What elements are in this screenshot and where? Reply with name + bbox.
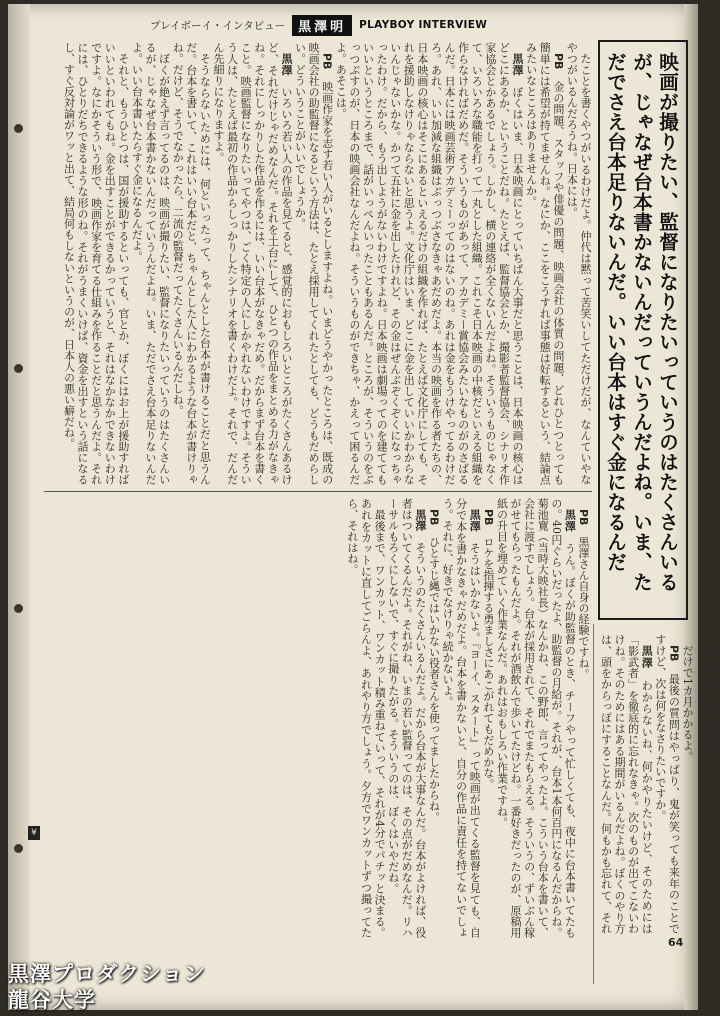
speaker-label: PB (577, 509, 590, 526)
upper-text-block (44, 42, 592, 485)
paragraph-text: それと、もうひとつは、国が援助するといっても、官とか、ぼくにはお上が援助すればいいといわれてもね。金を出すことができるかっていうと、それはなかなかできないわけですよ。なにかそういう形で、映画作家を育てる仕組みを作ることだと思うんだよ。それには、ひとりだちできるような形のね。それがうまくいけば、資金を出すという話になるし、すぐ反対論がワッと出て、結局何もしないというのが、日本人の悪い癖だね。 (62, 42, 130, 485)
header-series-en: PLAYBOY INTERVIEW (359, 19, 488, 31)
vertical-divider (593, 624, 594, 984)
paragraph (440, 498, 481, 938)
speaker-label: 黒澤 (413, 509, 427, 531)
paragraph (334, 42, 524, 485)
paragraph-text: ロケを指揮する勇ましさにあこがれてもだめかな。 (481, 536, 495, 790)
binder-hole (14, 604, 23, 613)
paragraph (171, 42, 212, 485)
paragraph (427, 498, 441, 938)
speaker-label: 黒澤 (468, 509, 482, 532)
speaker-label: PB (320, 53, 334, 70)
paragraph-text: 黒澤さん自身の経験ですね。 (577, 536, 590, 680)
paragraph (653, 634, 680, 934)
paragraph (345, 498, 386, 938)
lower-text-block (44, 498, 590, 938)
binder-hole (14, 844, 23, 853)
paragraph (680, 634, 694, 934)
binder-hole (14, 364, 23, 373)
paragraph (130, 42, 171, 485)
paragraph-text: そうはいかないよ。『ヨーイ、スタート』って映画が出てくる監督を見ても、自分で本を書かなきゃだめだよ。台本を書かないと、自分の作品に責任を持てないでしょう。それに、好きでなけりゃ続かないよ。 (441, 498, 482, 938)
paragraph (565, 42, 592, 485)
paragraph-text: 金の問題、スタッフや俳優の問題、映画会社の体質の問題、どれひとつとっても簡単には希望が持てませんね。なにか、ここをこうすれば事態は好転するという、結論点みたいなところはありませんか。 (524, 42, 565, 485)
speaker-label: PB (427, 509, 441, 526)
paragraph-text: そういうのたくさんいるんだよ。だから台本が大事なんだ。台本がよければ、役者はついてくるんだよ。それがね、いまの若い監督ってのは、その点がだめなんだ。リハーサルもろくにしないで、すぐに撮りたがる。そういうのは、ぼくはいやだね。 (386, 498, 427, 938)
paragraph (386, 498, 427, 938)
paragraph (576, 498, 590, 938)
paragraph-text: だけで1カ月かかるよ。 (681, 645, 694, 762)
paragraph-text: 映画作家を志す若い人がいるとしますよね。いまどうやかったところは、既成の映画会社の助監督になるという方法は、たとえ採用してくれたとしても、どうもだめらしい。どういうことがいいでしょうか。 (293, 42, 334, 485)
pull-quote: 映画が撮りたい、監督になりたいっていうのはたくさんいるが、じゃなぜ台本書かないんだっていうんだよね。いま、ただでさえ台本足りないんだ。いい台本はすぐ金になるんだ (598, 40, 688, 620)
watermark-line-2: 龍谷大学 (8, 988, 96, 1012)
paragraph-text: 最後の質問はやっぱり、鬼が笑っても来年のことですけど、次は何をなさりたいですか。 (653, 634, 681, 934)
lower-right-text-block (598, 634, 694, 934)
paragraph-text: そうならないためには、何といったって、ちゃんとした台本が書けることだと思うんだ。台本を書いて、これはいい台本だと、ちゃんとした人にわかるような台本が書けりゃね。だけど、そうでなかったら、二流の監督だってたくさんいるんだしね。 (171, 42, 212, 485)
speaker-label: 黒澤 (563, 509, 577, 532)
horizontal-divider (44, 491, 592, 492)
paragraph (211, 42, 293, 485)
speaker-label: PB (667, 645, 681, 662)
paragraph (293, 42, 334, 485)
paragraph-text: ぼくが絶えず言ってるのは、映画が撮りたい、監督になりたいっていうのはたくさんいるが、じゃなぜ台本書かないんだっていうんだよね。いま、ただでさえ台本足りないんだよ。いい台本書いたらすぐ金になるんだよ。 (130, 42, 171, 485)
page-number: 64 (668, 936, 684, 949)
watermark-line-1: 黒澤プロダクション (8, 962, 206, 986)
paragraph-text: ひとすじ縄ではいかない役者さんを使ってましたからね。 (427, 536, 441, 823)
header-interviewee: 黒澤明 (292, 15, 352, 36)
paragraph-text: うん。ぼくが助監督のとき、チーフやって忙しくても、夜中に台本書いてたもの。40円ぐらいだったよ、助監督の月給が。それが、台本1本何百円になるんだからね。菊池寛（当時大映社長）なんかね、この野郎、言ってやったよ。こういう台本を書いて、会社に渡すでしょう。台本が採用されて、それでまたもらえる。そういうの、ずいぶん稼がせてもらったもんだよ。それが酒飲んで歩いてたけどね。一番好きだったのが、原稿用紙の升目を埋めていく作業なんだ。あれはおもしろい作業ですね。 (495, 498, 577, 938)
binder-hole (14, 124, 23, 133)
paragraph (598, 634, 653, 934)
paragraph-text: わからないね、何かやりたいけど、そのためには「影武者」を徹底的に忘れなきゃ。次のものが出てこないわけね。そのためにはある期間がいるんだよね。ぼくのやり方は、頭をからっぽにすることなんだ。何もかも忘れて、それ (599, 634, 654, 934)
paragraph (481, 498, 495, 938)
speaker-label: 黒澤 (640, 645, 654, 669)
paragraph (495, 498, 577, 938)
paragraph-text: 最後まで、ワンカット、ワンカット積み重ねていって、それが4分でパチッと決まる。あれをカットに直してごらんよ、あれやり方でしょう。夕方でワンカットずつ撮ってたら、それはね。 (345, 498, 387, 938)
speaker-label: PB (481, 509, 495, 526)
speaker-label: 黒澤 (511, 53, 525, 76)
speaker-label: 黒澤 (279, 53, 293, 76)
magazine-page (8, 4, 698, 1010)
page-header (150, 14, 487, 36)
paragraph (62, 42, 130, 485)
paragraph-text: ぼくはいま、日本映画にとっていちばん大事だと思うことは、日本映画の核心はどこにあるか、ということだね。たとえば、監督協会とか、撮影者監督協会、シナリオ作家協会とかあるでしょう。しかし、横の連絡が全くないんだよね。そういうものじゃなくて、いろいろな職能を打って一丸とした組織。これこそ日本映画の中核だといえる組織を作らなければだめだ。そういうものがあって、アカデミー賞協会みたいなものがのさばるんだ。日本には映画芸術アカデミーってのはないのね。あれは金をもうけやってるわけだろ。あれ、いい加減な組織はぶっつぶさなきゃあだめだよ。本当の映画を作る者たちの、日本映画の核心はそこにあるといえるだけの組織を作れば、たとえば文化庁にしても、それを援助しなけりゃならないと思うよ。文化庁はいま、どこに金を出していいかわからないんじゃないかな。かつて五社に金を出したけれど、その金はぜんぶぞくぞくになっちゃったわけ。だから、もう出しようがないわけですよね。日本映画は劇場ってのを建ててもいいというところまで、話がいっぺんいったこともあるんだ。ところが、そういうのをぶっつぶすのが、日本の映画会社なんだよね。そういうものができちゃ、かえって困るんだよ。あそこは。 (334, 42, 525, 485)
header-series: プレイボーイ・インタビュー (150, 19, 286, 32)
edge-mark: ¥ (28, 826, 40, 840)
speaker-label: PB (551, 53, 565, 70)
paragraph (524, 42, 565, 485)
binder-strip (8, 4, 30, 1010)
paragraph-text: たことを書くやつがいるわけだよ。仲代は黙って苦笑いしてただけだが、なんていやなやつがいるんだろうね。日本には。 (565, 42, 592, 485)
paragraph-text: いろいろ若い人の作品を見てると、感覚的におもしろいところがたくさんあるけど、それだけじゃだめなんだ。それを土台にして、ひとつの作品をまとめる力がなきゃね。それにしっかりした作品を作るには、いい台本がなきゃだめ。だからまず台本を書くこと。映画監督になりたいってやつは、ごく特定の人にしかやれないわけですよ。そういう人は、たとえば最初の作品からしっかりしたシナリオを書くわけだよ。それで、だんだん先細りになりますよ。 (211, 42, 293, 485)
